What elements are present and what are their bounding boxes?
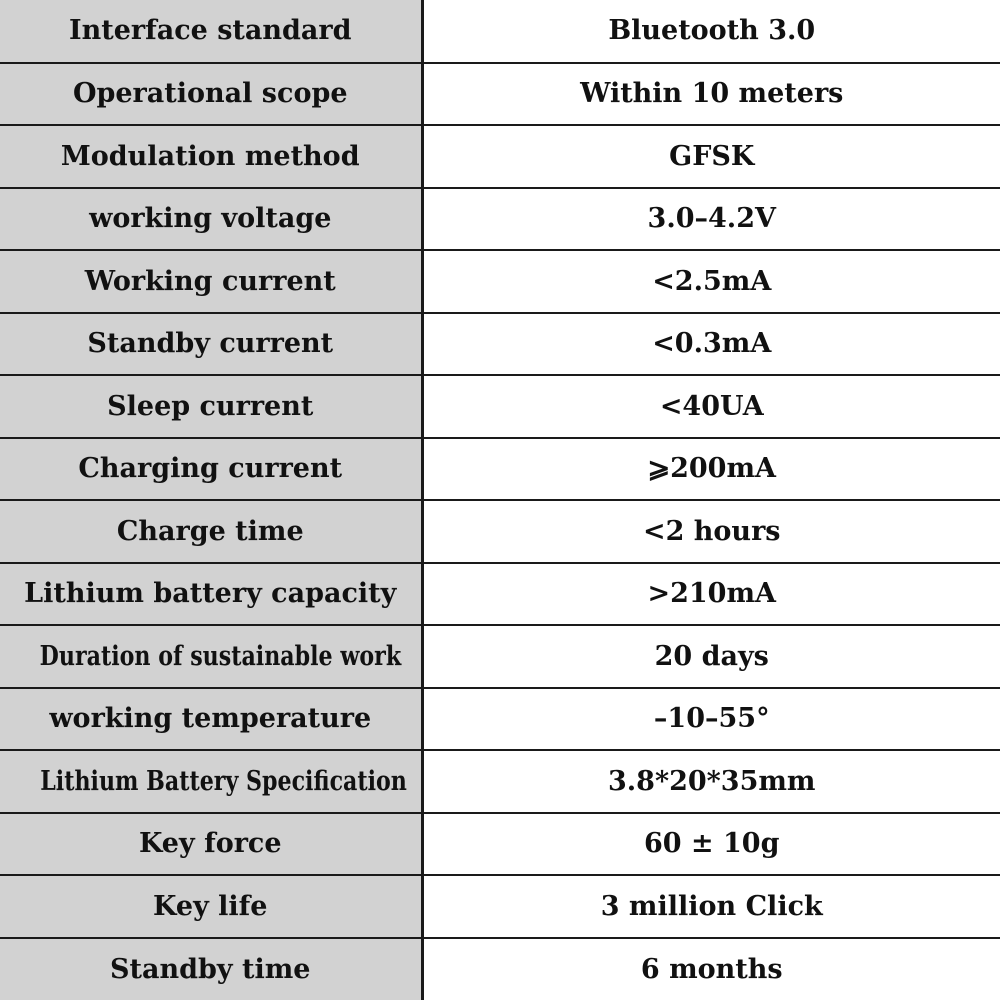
table-row bbox=[0, 750, 1000, 813]
table-row bbox=[0, 438, 1000, 501]
table-row bbox=[0, 125, 1000, 188]
table-row bbox=[0, 563, 1000, 626]
spec-value: 6 months bbox=[422, 938, 1000, 1000]
spec-value: <0.3mA bbox=[422, 313, 1000, 376]
spec-value: GFSK bbox=[422, 125, 1000, 188]
spec-value: Bluetooth 3.0 bbox=[422, 0, 1000, 63]
spec-label: Standby current bbox=[0, 313, 422, 376]
spec-value: –10–55° bbox=[422, 688, 1000, 751]
spec-value: <40UA bbox=[422, 375, 1000, 438]
spec-label: Interface standard bbox=[0, 0, 422, 63]
table-row bbox=[0, 938, 1000, 1000]
spec-value: 3.8*20*35mm bbox=[422, 750, 1000, 813]
spec-value: Within 10 meters bbox=[422, 63, 1000, 126]
spec-value: 20 days bbox=[422, 625, 1000, 688]
table-row bbox=[0, 313, 1000, 376]
table-row bbox=[0, 250, 1000, 313]
spec-label: Duration of sustainable work bbox=[0, 625, 422, 688]
spec-value: <2 hours bbox=[422, 500, 1000, 563]
spec-label: Key life bbox=[0, 875, 422, 938]
spec-value: ⩾200mA bbox=[422, 438, 1000, 501]
spec-label: working temperature bbox=[0, 688, 422, 751]
table-row bbox=[0, 688, 1000, 751]
table-row bbox=[0, 188, 1000, 251]
spec-value: <2.5mA bbox=[422, 250, 1000, 313]
spec-label: Modulation method bbox=[0, 125, 422, 188]
table-row bbox=[0, 63, 1000, 126]
table-row bbox=[0, 875, 1000, 938]
spec-label: Sleep current bbox=[0, 375, 422, 438]
spec-label: Working current bbox=[0, 250, 422, 313]
spec-label: Charging current bbox=[0, 438, 422, 501]
spec-label: Lithium Battery Specification bbox=[0, 750, 422, 813]
table-row bbox=[0, 0, 1000, 63]
table-row bbox=[0, 375, 1000, 438]
spec-label: working voltage bbox=[0, 188, 422, 251]
spec-label: Charge time bbox=[0, 500, 422, 563]
table-row bbox=[0, 500, 1000, 563]
spec-label: Lithium battery capacity bbox=[0, 563, 422, 626]
spec-value: 3.0–4.2V bbox=[422, 188, 1000, 251]
spec-value: 3 million Click bbox=[422, 875, 1000, 938]
spec-value: >210mA bbox=[422, 563, 1000, 626]
spec-value: 60 ± 10g bbox=[422, 813, 1000, 876]
spec-label: Operational scope bbox=[0, 63, 422, 126]
table-row bbox=[0, 625, 1000, 688]
spec-label: Key force bbox=[0, 813, 422, 876]
spec-label: Standby time bbox=[0, 938, 422, 1000]
table-row bbox=[0, 813, 1000, 876]
